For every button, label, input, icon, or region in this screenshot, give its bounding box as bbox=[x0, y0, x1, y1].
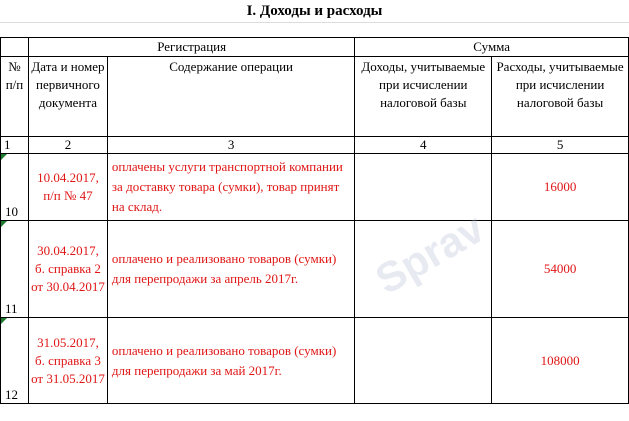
income-cell[interactable] bbox=[355, 154, 492, 221]
row-number-value: 11 bbox=[5, 301, 18, 316]
divider bbox=[0, 22, 629, 23]
header-registration: Регистрация bbox=[28, 38, 354, 57]
expense-cell[interactable]: 108000 bbox=[492, 318, 629, 404]
table-row bbox=[1, 221, 629, 318]
document-cell[interactable]: 30.04.2017, б. справка 2 от 30.04.2017 bbox=[28, 221, 107, 318]
income-expense-table bbox=[0, 37, 629, 404]
cell-marker-icon bbox=[1, 154, 7, 160]
header-expenses: Расходы, учитываемые при исчислении налоговой базы bbox=[492, 57, 629, 137]
row-number[interactable] bbox=[1, 221, 29, 318]
document-cell[interactable]: 31.05.2017, б. справка 3 от 31.05.2017 bbox=[28, 318, 107, 404]
cell-marker-icon bbox=[1, 318, 7, 324]
watermark: Sprav bbox=[367, 204, 493, 304]
row-number-value: 10 bbox=[5, 204, 18, 219]
cell-marker-icon bbox=[1, 221, 7, 227]
income-cell[interactable] bbox=[355, 221, 492, 318]
row-number[interactable] bbox=[1, 154, 29, 221]
section-title: I. Доходы и расходы bbox=[246, 3, 383, 19]
document-cell[interactable]: 10.04.2017, п/п № 47 bbox=[28, 154, 107, 221]
operation-cell[interactable]: оплачено и реализовано товаров (сумки) для перепродажи за апрель 2017г. bbox=[107, 221, 354, 318]
header-income: Доходы, учитываемые при исчислении налоговой базы bbox=[355, 57, 492, 137]
row-number-value: 12 bbox=[5, 387, 18, 402]
expense-cell[interactable]: 54000 bbox=[492, 221, 629, 318]
column-number: 2 bbox=[28, 137, 107, 154]
header-sum: Сумма bbox=[355, 38, 629, 57]
header-blank bbox=[1, 38, 29, 57]
column-number: 3 bbox=[107, 137, 354, 154]
row-number[interactable] bbox=[1, 318, 29, 404]
header-number: № п/п bbox=[1, 57, 29, 137]
column-number: 1 bbox=[1, 137, 29, 154]
header-date: Дата и номер первичного документа bbox=[28, 57, 107, 137]
expense-cell[interactable]: 16000 bbox=[492, 154, 629, 221]
income-cell[interactable] bbox=[355, 318, 492, 404]
operation-cell[interactable]: оплачены услуги транспортной компании за доставку товара (сумки), товар принят на склад. bbox=[107, 154, 354, 221]
header-content: Содержание операции bbox=[107, 57, 354, 137]
table-row bbox=[1, 154, 629, 221]
column-number: 5 bbox=[492, 137, 629, 154]
operation-cell[interactable]: оплачено и реализовано товаров (сумки) для перепродажи за май 2017г. bbox=[107, 318, 354, 404]
column-number: 4 bbox=[355, 137, 492, 154]
table-row bbox=[1, 318, 629, 404]
